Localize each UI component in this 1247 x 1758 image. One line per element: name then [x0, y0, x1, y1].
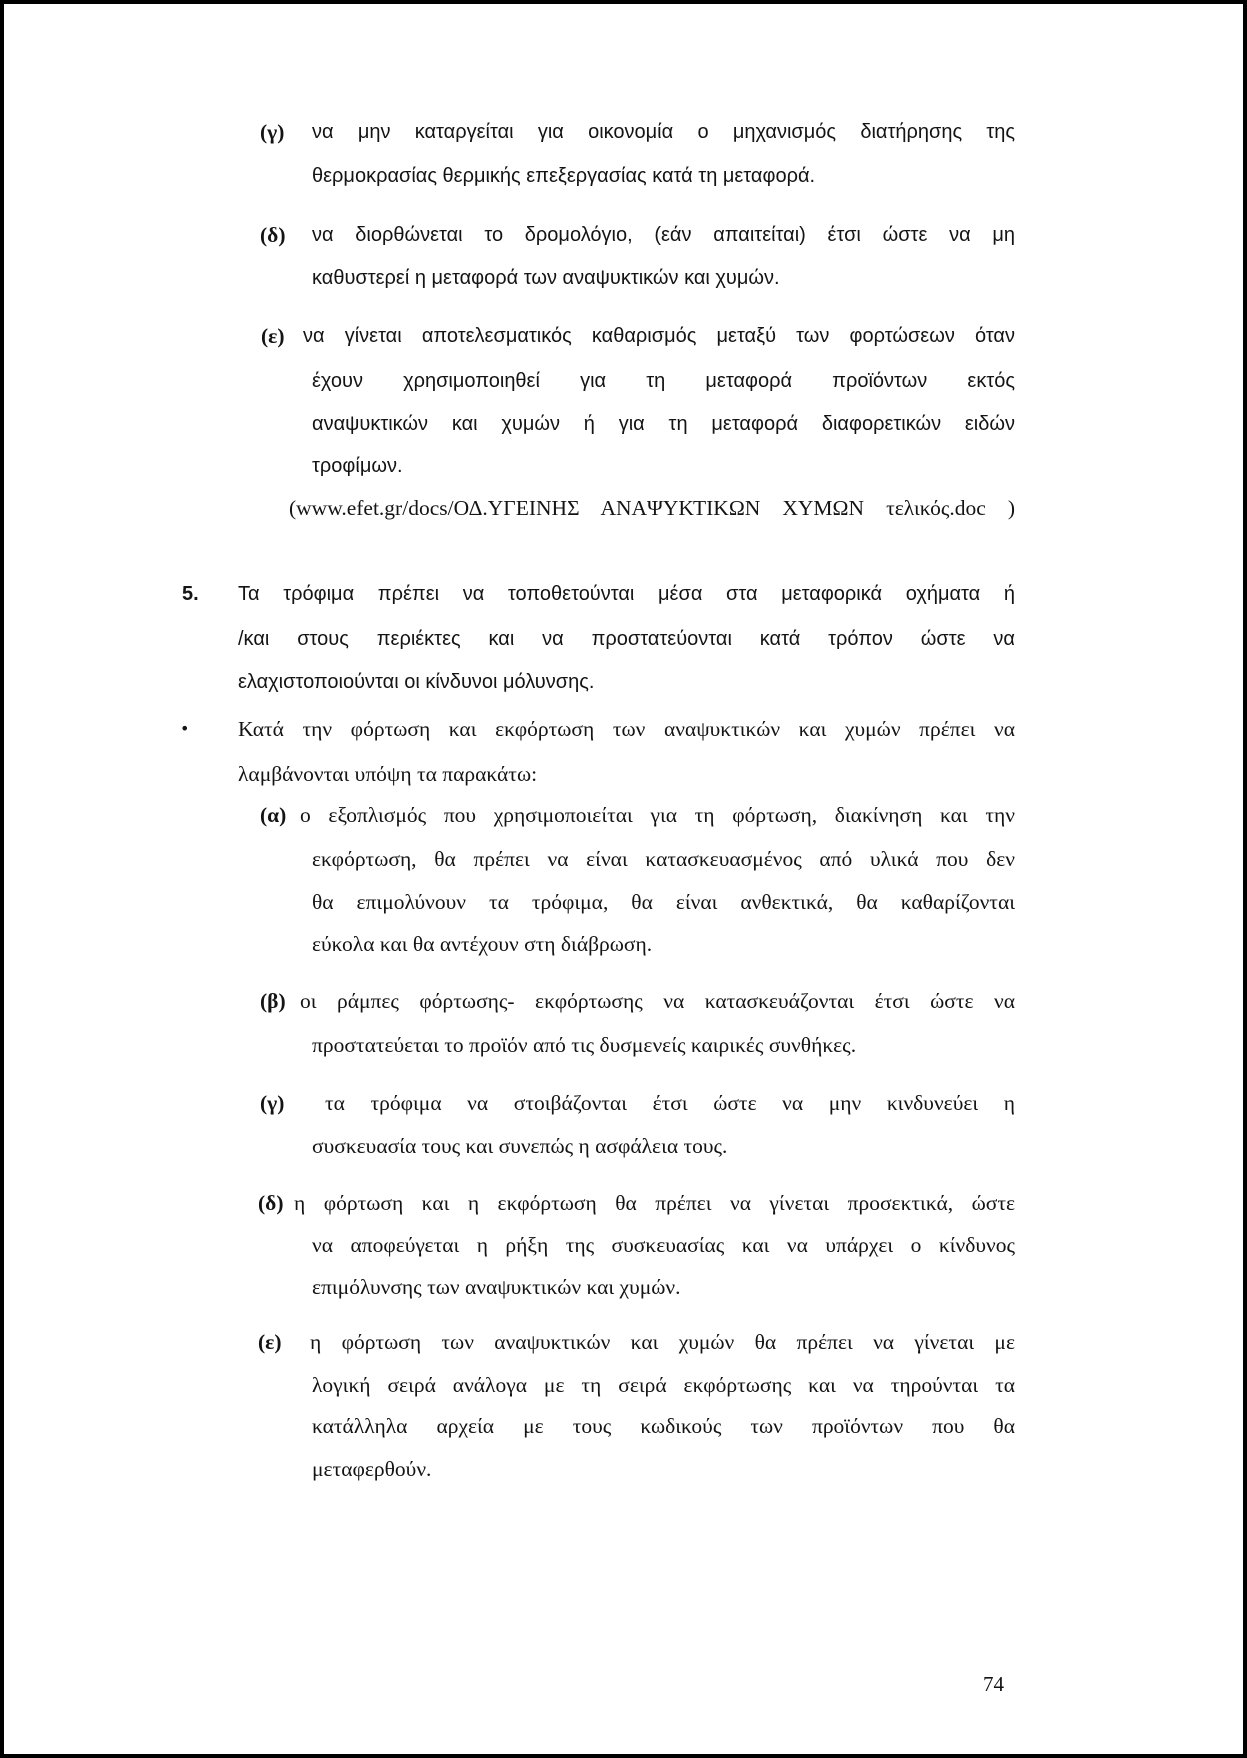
paragraph-line: λογική σειρά ανάλογα με τη σειρά εκφόρτωσης και να τηρούνται τα [312, 1373, 1015, 1397]
paragraph-line: αναψυκτικών και χυμών ή για τη μεταφορά διαφορετικών ειδών [312, 413, 1015, 435]
paragraph-line: ο εξοπλισμός που χρησιμοποιείται για τη φόρτωση, διακίνηση και την [300, 803, 1015, 827]
paragraph-line: προστατεύεται το προϊόν από τις δυσμενείς καιρικές συνθήκες. [312, 1033, 857, 1057]
list-label: (ε) [258, 1330, 282, 1354]
paragraph-line: τροφίμων. [312, 455, 403, 477]
paragraph-line: Τα τρόφιμα πρέπει να τοποθετούνται μέσα στα μεταφορικά οχήματα ή [238, 583, 1015, 605]
paragraph-line: καθυστερεί η μεταφορά των αναψυκτικών και χυμών. [312, 267, 780, 289]
paragraph-line: θα επιμολύνουν τα τρόφιμα, θα είναι ανθεκτικά, θα καθαρίζονται [312, 890, 1015, 914]
paragraph-line: να αποφεύγεται η ρήξη της συσκευασίας και να υπάρχει ο κίνδυνος [312, 1233, 1015, 1257]
paragraph-line: να μην καταργείται για οικονομία ο μηχανισμός διατήρησης της [312, 121, 1015, 143]
source-reference: (www.efet.gr/docs/ΟΔ.ΥΓΕΙΝΗΣ ΑΝΑΨΥΚΤΙΚΩΝ ΧΥΜΩΝ τελικός.doc ) [289, 496, 1015, 520]
bullet-icon: • [180, 719, 190, 738]
list-label: (ε) [261, 324, 285, 348]
paragraph-line: να διορθώνεται το δρομολόγιο, (εάν απαιτείται) έτσι ώστε να μη [312, 224, 1015, 246]
paragraph-line: εκφόρτωση, θα πρέπει να είναι κατασκευασμένος από υλικά που δεν [312, 847, 1015, 871]
paragraph-line: ελαχιστοποιούνται οι κίνδυνοι μόλυνσης. [238, 671, 595, 693]
paragraph-line: συσκευασία τους και συνεπώς η ασφάλεια τους. [312, 1134, 728, 1158]
paragraph-line: η φόρτωση των αναψυκτικών και χυμών θα πρέπει να γίνεται με [310, 1330, 1015, 1354]
list-label: (δ) [258, 1191, 284, 1215]
paragraph-line: οι ράμπες φόρτωσης- εκφόρτωσης να κατασκευάζονται έτσι ώστε να [300, 989, 1015, 1013]
item-number: 5. [182, 583, 199, 605]
paragraph-line: η φόρτωση και η εκφόρτωση θα πρέπει να γίνεται προσεκτικά, ώστε [294, 1191, 1015, 1215]
paragraph-line: κατάλληλα αρχεία με τους κωδικούς των προϊόντων που θα [312, 1414, 1015, 1438]
list-label: (γ) [260, 1091, 285, 1115]
paragraph-line: έχουν χρησιμοποιηθεί για τη μεταφορά προϊόντων εκτός [312, 370, 1015, 392]
paragraph-line: εύκολα και θα αντέχουν στη διάβρωση. [312, 932, 653, 956]
paragraph-line: να γίνεται αποτελεσματικός καθαρισμός μεταξύ των φορτώσεων όταν [303, 325, 1015, 347]
list-label: (γ) [260, 120, 285, 144]
list-label: (α) [260, 803, 287, 827]
paragraph-line: /και στους περιέκτες και να προστατεύονται κατά τρόπον ώστε να [238, 628, 1015, 650]
paragraph-line: Κατά την φόρτωση και εκφόρτωση των αναψυκτικών και χυμών πρέπει να [238, 717, 1015, 741]
paragraph-line: επιμόλυνσης των αναψυκτικών και χυμών. [312, 1275, 681, 1299]
paragraph-line: θερμοκρασίας θερμικής επεξεργασίας κατά τη μεταφορά. [312, 165, 816, 187]
list-label: (δ) [260, 223, 286, 247]
paragraph-line: λαμβάνονται υπόψη τα παρακάτω: [238, 762, 538, 786]
paragraph-line: τα τρόφιμα να στοιβάζονται έτσι ώστε να μην κινδυνεύει η [325, 1091, 1015, 1115]
paragraph-line: μεταφερθούν. [312, 1457, 432, 1481]
list-label: (β) [260, 989, 286, 1013]
page-number: 74 [983, 1672, 1004, 1696]
